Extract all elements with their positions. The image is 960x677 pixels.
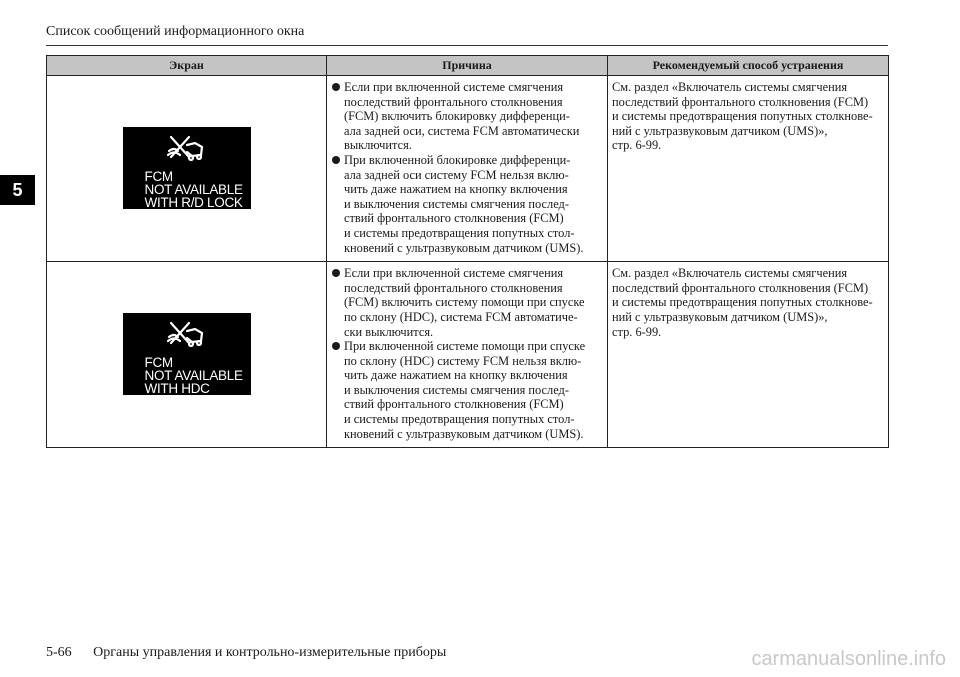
- page-header-title: Список сообщений информационного окна: [46, 24, 305, 39]
- display-line: NOT AVAILABLE: [144, 181, 243, 197]
- reason-cell: [327, 76, 608, 262]
- remedy-line: последствий фронтального столкновения (FCM): [612, 280, 869, 295]
- reason-line: ствий фронтального столкновения (FCM): [344, 211, 564, 226]
- remedy-cell: [608, 262, 889, 448]
- remedy-line: ний с ультразвуковым датчиком (UMS)»,: [612, 123, 828, 138]
- remedy-line: и системы предотвращения попутных столкнове-: [612, 295, 873, 310]
- reason-line: ствий фронтального столкновения (FCM): [344, 397, 564, 412]
- reason-line: Если при включенной системе смягчения: [344, 266, 564, 281]
- reason-line: последствий фронтального столкновения: [344, 94, 563, 109]
- reason-line: чить даже нажатием на кнопку включения: [344, 182, 568, 197]
- remedy-page-ref: стр. 6-99.: [612, 138, 662, 153]
- reason-line: по склону (HDC) систему FCM нельзя вклю-: [344, 353, 582, 368]
- screen-cell: [47, 76, 327, 262]
- remedy-cell: [608, 76, 889, 262]
- reason-line: ски выключится.: [344, 324, 434, 339]
- reason-line: ала задней оси, система FCM автоматически: [344, 123, 580, 138]
- reason-line: и выключения системы смягчения послед-: [344, 382, 569, 397]
- fcm-off-icon: [165, 135, 207, 163]
- remedy-line: См. раздел «Включатель системы смягчения: [612, 266, 848, 281]
- display-line: WITH R/D LOCK: [144, 194, 243, 210]
- display-line: FCM: [144, 354, 173, 370]
- reason-line: и системы предотвращения попутных стол-: [344, 225, 575, 240]
- reason-line: выключится.: [344, 138, 412, 153]
- chapter-tab: 5: [0, 175, 35, 205]
- reason-item: [331, 339, 603, 441]
- reason-list: [331, 266, 603, 441]
- remedy-line: ний с ультразвуковым датчиком (UMS)»,: [612, 309, 828, 324]
- remedy-line: последствий фронтального столкновения (FCM): [612, 94, 869, 109]
- reason-list: [331, 80, 603, 255]
- reason-item: [331, 266, 603, 339]
- column-header-remedy: Рекомендуемый способ устранения: [608, 56, 889, 76]
- section-title: Органы управления и контрольно-измерительные приборы: [93, 645, 447, 660]
- reason-line: последствий фронтального столкновения: [344, 280, 563, 295]
- display-line: FCM: [144, 168, 173, 184]
- reason-item: [331, 153, 603, 255]
- reason-line: (FCM) включить блокировку дифференци-: [344, 109, 570, 124]
- display-screen: [123, 127, 251, 209]
- message-table: [46, 55, 889, 448]
- fcm-off-icon: [165, 321, 207, 349]
- page-number: 5-66: [46, 645, 72, 660]
- screen-cell: [47, 262, 327, 448]
- reason-line: чить даже нажатием на кнопку включения: [344, 368, 568, 383]
- remedy-line: и системы предотвращения попутных столкнове-: [612, 109, 873, 124]
- reason-line: При включенной системе помощи при спуске: [344, 339, 586, 354]
- watermark: carmanualsonline.info: [751, 648, 946, 670]
- reason-line: и выключения системы смягчения послед-: [344, 196, 569, 211]
- reason-line: ала задней оси систему FCM нельзя вклю-: [344, 167, 569, 182]
- reason-line: кновений с ультразвуковым датчиком (UMS).: [344, 240, 584, 255]
- reason-line: кновений с ультразвуковым датчиком (UMS).: [344, 426, 584, 441]
- column-header-reason: Причина: [327, 56, 608, 76]
- table-row: [47, 262, 889, 448]
- table-header-row: [47, 56, 889, 76]
- header-divider: [46, 45, 888, 46]
- reason-line: Если при включенной системе смягчения: [344, 80, 564, 94]
- reason-item: [331, 80, 603, 153]
- display-line: WITH HDC: [144, 380, 210, 396]
- reason-line: (FCM) включить систему помощи при спуске: [344, 295, 585, 310]
- remedy-line: См. раздел «Включатель системы смягчения: [612, 80, 848, 94]
- reason-line: по склону (HDC), система FCM автоматиче-: [344, 309, 578, 324]
- column-header-screen: Экран: [47, 56, 327, 76]
- reason-cell: [327, 262, 608, 448]
- display-line: NOT AVAILABLE: [144, 367, 243, 383]
- remedy-page-ref: стр. 6-99.: [612, 324, 662, 339]
- display-screen: [123, 313, 251, 395]
- page-footer: [46, 645, 446, 661]
- table-row: [47, 76, 889, 262]
- reason-line: и системы предотвращения попутных стол-: [344, 412, 575, 427]
- reason-line: При включенной блокировке дифференци-: [344, 152, 571, 167]
